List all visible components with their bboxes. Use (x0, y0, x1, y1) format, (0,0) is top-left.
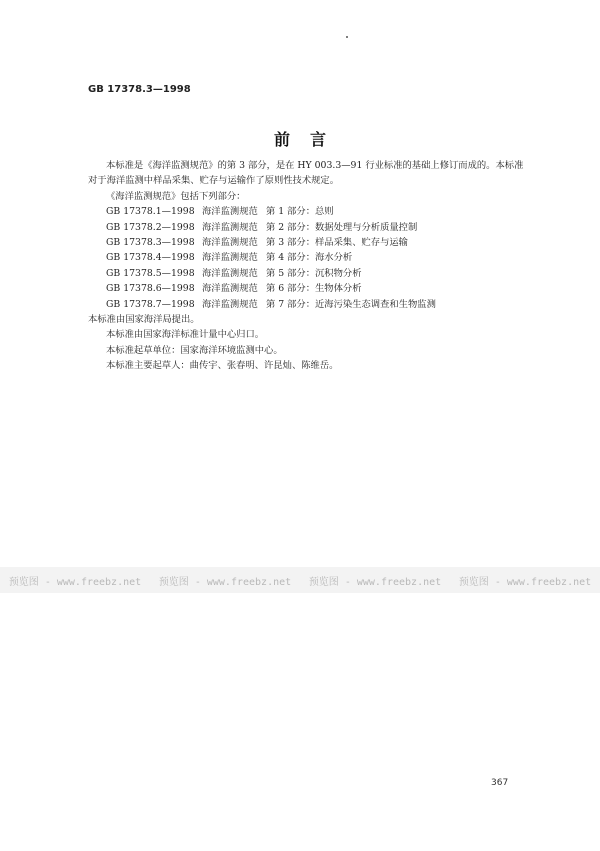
part-title: 第 2 部分：数据处理与分析质量控制 (266, 221, 418, 233)
part-name: 海洋监测规范 (202, 221, 258, 233)
part-code: GB 17378.5—1998 (106, 267, 195, 279)
part-title: 第 7 部分：近海污染生态调查和生物监测 (266, 298, 436, 310)
part-name: 海洋监测规范 (202, 283, 258, 295)
proposer-line: 本标准由国家海洋局提出。 (88, 314, 200, 326)
preface-body (88, 158, 524, 374)
intro-line-1: 本标准是《海洋监测规范》的第 3 部分，是在 HY 003.3—91 行业标准的基础上修订而成的。本标准 (106, 160, 524, 171)
part-row (88, 281, 518, 296)
watermark-text: 预览图 - www.freebz.net (458, 576, 592, 588)
part-title: 第 3 部分：样品采集、贮存与运输 (266, 237, 408, 249)
part-row (88, 220, 518, 235)
part-name: 海洋监测规范 (202, 206, 258, 218)
part-row (88, 204, 518, 219)
part-title: 第 1 部分：总则 (266, 206, 334, 218)
part-code: GB 17378.4—1998 (106, 252, 195, 264)
centralizer-line: 本标准由国家海洋标准计量中心归口。 (106, 329, 265, 341)
scan-speck (346, 36, 348, 38)
drafters-line: 本标准主要起草人：曲传宇、张春明、许昆灿、陈维岳。 (106, 360, 339, 372)
watermark-banner (0, 567, 600, 593)
watermark-text: 预览图 - www.freebz.net (158, 576, 292, 588)
part-name: 海洋监测规范 (202, 252, 258, 264)
intro-line-2: 对于海洋监测中样品采集、贮存与运输作了原则性技术规定。 (88, 175, 340, 187)
page-number: 367 (491, 778, 509, 788)
page-title: 前言 (273, 130, 346, 149)
drafting-unit-line: 本标准起草单位：国家海洋环境监测中心。 (106, 344, 283, 356)
part-row (88, 266, 518, 281)
intro-line-3: 《海洋监测规范》包括下列部分： (106, 190, 246, 202)
part-title: 第 4 部分：海水分析 (266, 252, 353, 264)
part-row (88, 235, 518, 250)
watermark-text: 预览图 - www.freebz.net (308, 576, 442, 588)
standard-code: GB 17378.3—1998 (88, 84, 191, 95)
part-name: 海洋监测规范 (202, 298, 258, 310)
part-title: 第 5 部分：沉积物分析 (266, 267, 362, 279)
part-code: GB 17378.7—1998 (106, 298, 195, 310)
part-name: 海洋监测规范 (202, 267, 258, 279)
part-title: 第 6 部分：生物体分析 (266, 283, 362, 295)
part-code: GB 17378.3—1998 (106, 237, 195, 249)
part-code: GB 17378.1—1998 (106, 206, 195, 218)
watermark-text: 预览图 - www.freebz.net (8, 576, 142, 588)
part-name: 海洋监测规范 (202, 237, 258, 249)
part-code: GB 17378.6—1998 (106, 283, 195, 295)
part-row (88, 297, 518, 312)
part-code: GB 17378.2—1998 (106, 221, 195, 233)
part-row (88, 250, 518, 265)
